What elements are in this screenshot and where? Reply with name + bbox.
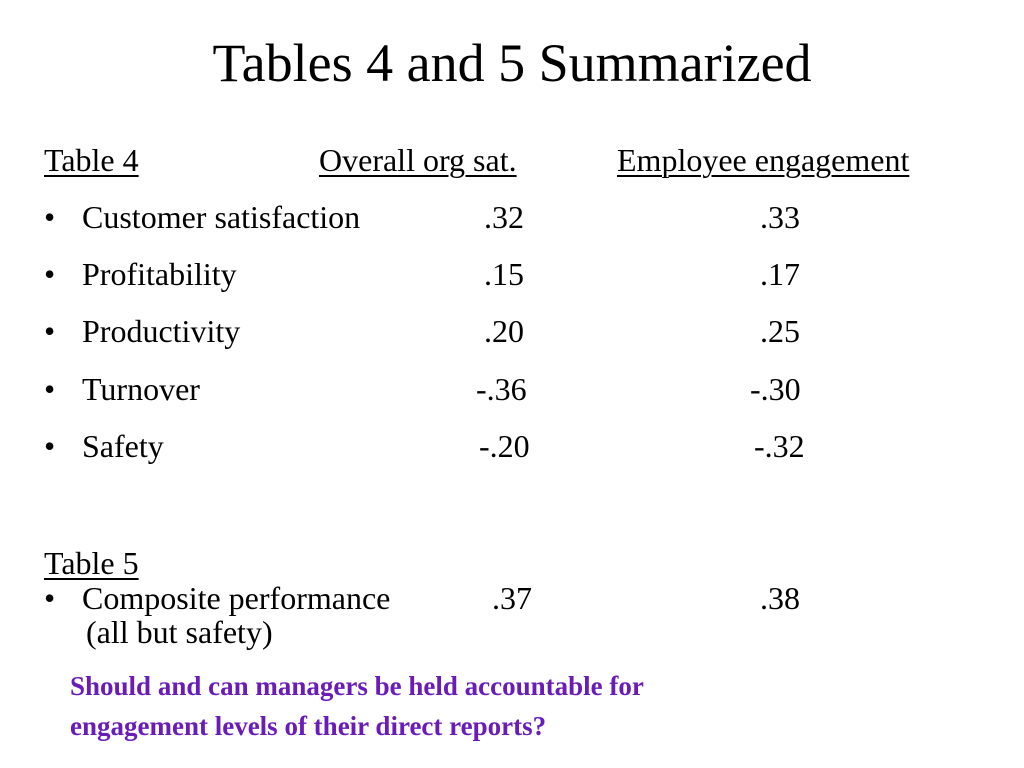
bullet: • <box>44 580 56 616</box>
row-overall: -.20 <box>479 428 530 464</box>
row-engagement: .38 <box>760 580 800 616</box>
row-overall: .37 <box>492 580 532 616</box>
row-label: Safety <box>82 428 164 464</box>
table4-col2-header: Employee engagement <box>617 142 910 178</box>
question-text <box>70 666 644 746</box>
bullet: • <box>44 371 56 407</box>
row-engagement: .17 <box>760 256 800 292</box>
row-label: Composite performance <box>82 580 391 616</box>
row-engagement: -.32 <box>754 428 805 464</box>
row-sublabel: (all but safety) <box>86 614 273 650</box>
row-overall: .32 <box>484 199 524 235</box>
row-label: Profitability <box>82 256 237 292</box>
row-label: Turnover <box>82 371 200 407</box>
bullet: • <box>44 256 56 292</box>
row-overall: .15 <box>484 256 524 292</box>
bullet: • <box>44 313 56 349</box>
row-overall: .20 <box>484 313 524 349</box>
row-engagement: .33 <box>760 199 800 235</box>
table4-col1-header: Overall org sat. <box>319 142 517 178</box>
table4-label: Table 4 <box>44 142 139 178</box>
question-line-2: engagement levels of their direct reports? <box>70 711 547 741</box>
row-engagement: .25 <box>760 313 800 349</box>
row-label: Productivity <box>82 313 241 349</box>
question-line-1: Should and can managers be held accountable for <box>70 671 644 701</box>
slide-title: Tables 4 and 5 Summarized <box>212 33 812 93</box>
row-engagement: -.30 <box>750 371 801 407</box>
bullet: • <box>44 428 56 464</box>
row-label: Customer satisfaction <box>82 199 361 235</box>
row-overall: -.36 <box>476 371 527 407</box>
table5-label: Table 5 <box>44 545 139 581</box>
bullet: • <box>44 199 56 235</box>
